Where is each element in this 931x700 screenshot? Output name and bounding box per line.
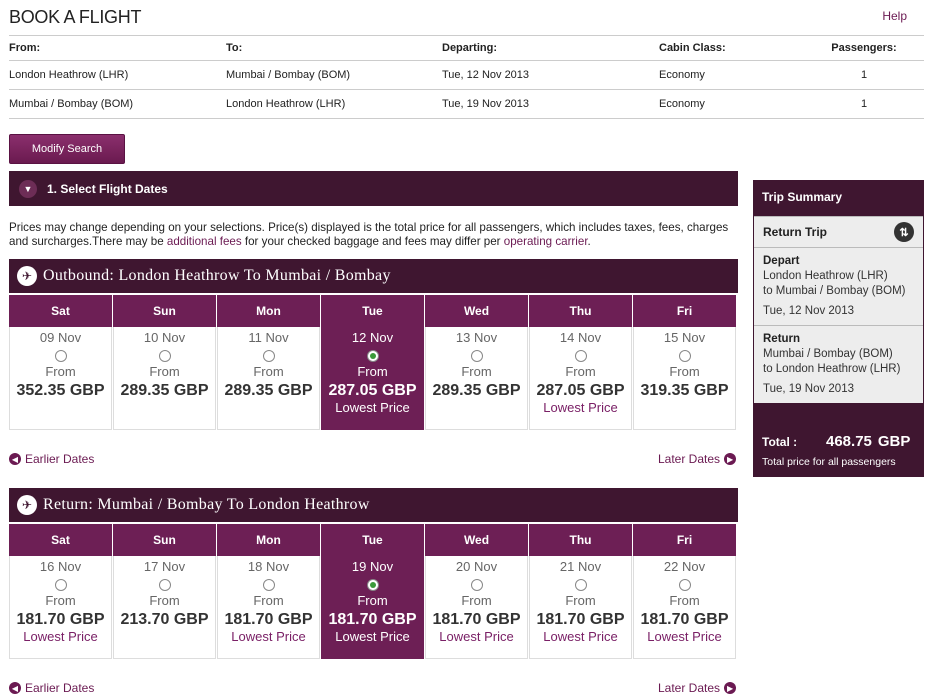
price-label: 289.35 GBP <box>224 382 313 400</box>
trip-type <box>754 216 923 248</box>
return-trip-icon: ⇅ <box>894 222 914 242</box>
day-header-tue: Tue <box>321 295 424 327</box>
passengers-cell: 1 <box>804 90 924 119</box>
date-radio[interactable] <box>55 579 67 591</box>
date-radio[interactable] <box>367 579 379 591</box>
date-label: 17 Nov <box>143 559 186 574</box>
from-label: From <box>461 593 492 609</box>
depart-origin: London Heathrow (LHR) <box>763 270 888 282</box>
page-title: BOOK A FLIGHT <box>9 7 142 27</box>
plane-icon: ✈ <box>17 266 37 286</box>
arrow-left-icon: ◀ <box>9 682 21 694</box>
departing-cell: Tue, 19 Nov 2013 <box>442 90 659 119</box>
trip-summary-body <box>754 216 923 403</box>
return-title: Return: Mumbai / Bombay To London Heathrow <box>43 496 370 513</box>
from-label: From <box>253 593 284 609</box>
chevron-down-icon: ▼ <box>19 180 37 198</box>
price-label: 181.70 GBP <box>224 611 313 629</box>
price-label: 181.70 GBP <box>640 611 729 629</box>
lowest-price-label: Lowest Price <box>231 629 306 645</box>
date-label: 14 Nov <box>559 330 602 345</box>
trip-type-label: Return Trip <box>763 225 828 239</box>
price-label: 287.05 GBP <box>328 382 417 400</box>
depart-leg <box>754 248 923 326</box>
return-date-grid <box>9 524 738 659</box>
date-label: 09 Nov <box>39 330 82 345</box>
return-earlier-dates-link[interactable] <box>9 681 94 695</box>
lowest-price-label: Lowest Price <box>543 629 618 645</box>
outbound-earlier-dates-link[interactable] <box>9 452 94 466</box>
depart-label: Depart <box>763 255 800 267</box>
price-label: 319.35 GBP <box>640 382 729 400</box>
from-label: From <box>357 364 388 380</box>
day-header-sat: Sat <box>9 524 112 556</box>
day-header-mon: Mon <box>217 524 320 556</box>
date-option-10-nov[interactable] <box>113 327 216 430</box>
from-label: From <box>149 593 180 609</box>
day-header-tue: Tue <box>321 524 424 556</box>
date-option-19-nov[interactable] <box>321 556 424 659</box>
depart-destination: to Mumbai / Bombay (BOM) <box>763 285 906 297</box>
search-summary-table <box>9 35 924 119</box>
date-radio[interactable] <box>471 350 483 362</box>
column-header-from: From: <box>9 36 226 61</box>
day-header-sat: Sat <box>9 295 112 327</box>
table-row <box>9 61 924 90</box>
arrow-right-icon: ▶ <box>724 682 736 694</box>
modify-search-button[interactable]: Modify Search <box>9 134 125 164</box>
arrow-left-icon: ◀ <box>9 453 21 465</box>
from-label: From <box>149 364 180 380</box>
table-header-row <box>9 36 924 61</box>
later-dates-label: Later Dates <box>658 452 721 466</box>
date-label: 15 Nov <box>663 330 706 345</box>
day-header-fri: Fri <box>633 295 736 327</box>
from-label: From <box>565 593 596 609</box>
date-label: 18 Nov <box>247 559 290 574</box>
date-label: 16 Nov <box>39 559 82 574</box>
additional-fees-link[interactable]: additional fees <box>166 235 242 248</box>
outbound-section-header <box>9 259 738 293</box>
return-origin: Mumbai / Bombay (BOM) <box>763 348 893 360</box>
date-label: 20 Nov <box>455 559 498 574</box>
from-label: From <box>253 364 284 380</box>
plane-icon: ✈ <box>17 495 37 515</box>
date-option-12-nov[interactable] <box>321 327 424 430</box>
date-option-09-nov[interactable] <box>9 327 112 430</box>
help-link[interactable]: Help <box>882 9 907 23</box>
day-header-sun: Sun <box>113 524 216 556</box>
from-label: From <box>461 364 492 380</box>
earlier-dates-label: Earlier Dates <box>25 681 95 695</box>
from-label: From <box>357 593 388 609</box>
price-label: 181.70 GBP <box>16 611 105 629</box>
price-label: 213.70 GBP <box>120 611 209 629</box>
date-option-14-nov[interactable] <box>529 327 632 430</box>
day-header-thu: Thu <box>529 295 632 327</box>
date-radio[interactable] <box>679 350 691 362</box>
disclaimer-text: for your checked baggage and fees may differ per <box>241 235 504 248</box>
date-radio[interactable] <box>159 579 171 591</box>
date-label: 19 Nov <box>351 559 394 574</box>
total-label: Total : <box>762 435 798 449</box>
date-radio[interactable] <box>159 350 171 362</box>
from-label: From <box>669 593 700 609</box>
price-label: 289.35 GBP <box>120 382 209 400</box>
operating-carrier-link[interactable]: operating carrier <box>503 235 588 248</box>
date-radio[interactable] <box>367 350 379 362</box>
price-disclaimer <box>9 221 741 249</box>
return-leg <box>754 326 923 403</box>
day-header-thu: Thu <box>529 524 632 556</box>
date-label: 10 Nov <box>143 330 186 345</box>
column-header-cabin-class: Cabin Class: <box>659 36 804 61</box>
outbound-title: Outbound: London Heathrow To Mumbai / Bombay <box>43 267 391 284</box>
lowest-price-label: Lowest Price <box>439 629 514 645</box>
price-label: 289.35 GBP <box>432 382 521 400</box>
date-radio[interactable] <box>263 350 275 362</box>
return-label: Return <box>763 333 801 345</box>
trip-summary-title: Trip Summary <box>762 190 843 204</box>
day-header-fri: Fri <box>633 524 736 556</box>
departing-cell: Tue, 12 Nov 2013 <box>442 61 659 90</box>
price-label: 181.70 GBP <box>536 611 625 629</box>
date-option-21-nov[interactable] <box>529 556 632 659</box>
return-section-header <box>9 488 738 522</box>
lowest-price-label: Lowest Price <box>335 629 410 645</box>
cabin-class-cell: Economy <box>659 90 804 119</box>
day-header-wed: Wed <box>425 524 528 556</box>
depart-date: Tue, 12 Nov 2013 <box>763 305 854 317</box>
total-currency: GBP <box>877 433 911 450</box>
date-option-15-nov[interactable] <box>633 327 736 430</box>
date-radio[interactable] <box>55 350 67 362</box>
column-header-to: To: <box>226 36 442 61</box>
date-option-16-nov[interactable] <box>9 556 112 659</box>
date-option-20-nov[interactable] <box>425 556 528 659</box>
return-date: Tue, 19 Nov 2013 <box>763 383 854 395</box>
trip-summary-panel <box>753 180 924 477</box>
date-radio[interactable] <box>575 350 587 362</box>
lowest-price-label: Lowest Price <box>23 629 98 645</box>
lowest-price-label: Lowest Price <box>543 400 618 416</box>
date-radio[interactable] <box>679 579 691 591</box>
from-cell: London Heathrow (LHR) <box>9 61 226 90</box>
date-option-11-nov[interactable] <box>217 327 320 430</box>
date-radio[interactable] <box>471 579 483 591</box>
date-label: 21 Nov <box>559 559 602 574</box>
later-dates-label: Later Dates <box>658 681 721 695</box>
date-option-22-nov[interactable] <box>633 556 736 659</box>
date-radio[interactable] <box>263 579 275 591</box>
lowest-price-label: Lowest Price <box>647 629 722 645</box>
outbound-later-dates-link[interactable] <box>658 452 736 466</box>
from-label: From <box>669 364 700 380</box>
date-option-17-nov[interactable] <box>113 556 216 659</box>
price-label: 181.70 GBP <box>432 611 521 629</box>
earlier-dates-label: Earlier Dates <box>25 452 95 466</box>
day-header-wed: Wed <box>425 295 528 327</box>
from-label: From <box>565 364 596 380</box>
date-label: 13 Nov <box>455 330 498 345</box>
day-header-sun: Sun <box>113 295 216 327</box>
table-row <box>9 90 924 119</box>
date-label: 11 Nov <box>248 330 289 345</box>
outbound-date-grid <box>9 295 738 430</box>
date-option-18-nov[interactable] <box>217 556 320 659</box>
total-amount: 468.75 <box>826 433 872 450</box>
day-header-mon: Mon <box>217 295 320 327</box>
from-label: From <box>45 593 76 609</box>
arrow-right-icon: ▶ <box>724 453 736 465</box>
select-flight-dates-header[interactable] <box>9 171 738 206</box>
total-note: Total price for all passengers <box>762 456 896 468</box>
date-option-13-nov[interactable] <box>425 327 528 430</box>
to-cell: Mumbai / Bombay (BOM) <box>226 61 442 90</box>
to-cell: London Heathrow (LHR) <box>226 90 442 119</box>
total-price <box>753 403 924 468</box>
disclaimer-text: Prices may change depending on your selections. Price(s) displayed is the total price for all passengers, which includes taxes, fees, charges and surcharges.There may be <box>9 221 729 248</box>
price-label: 181.70 GBP <box>328 611 417 629</box>
price-label: 352.35 GBP <box>16 382 105 400</box>
date-label: 22 Nov <box>663 559 706 574</box>
price-label: 287.05 GBP <box>536 382 625 400</box>
lowest-price-label: Lowest Price <box>335 400 410 416</box>
cabin-class-cell: Economy <box>659 61 804 90</box>
step-label: 1. Select Flight Dates <box>47 181 168 196</box>
date-label: 12 Nov <box>351 330 394 345</box>
passengers-cell: 1 <box>804 61 924 90</box>
return-later-dates-link[interactable] <box>658 681 736 695</box>
from-cell: Mumbai / Bombay (BOM) <box>9 90 226 119</box>
from-label: From <box>45 364 76 380</box>
column-header-passengers: Passengers: <box>804 36 924 61</box>
date-radio[interactable] <box>575 579 587 591</box>
disclaimer-text: . <box>587 235 591 248</box>
return-destination: to London Heathrow (LHR) <box>763 363 901 375</box>
column-header-departing: Departing: <box>442 36 659 61</box>
